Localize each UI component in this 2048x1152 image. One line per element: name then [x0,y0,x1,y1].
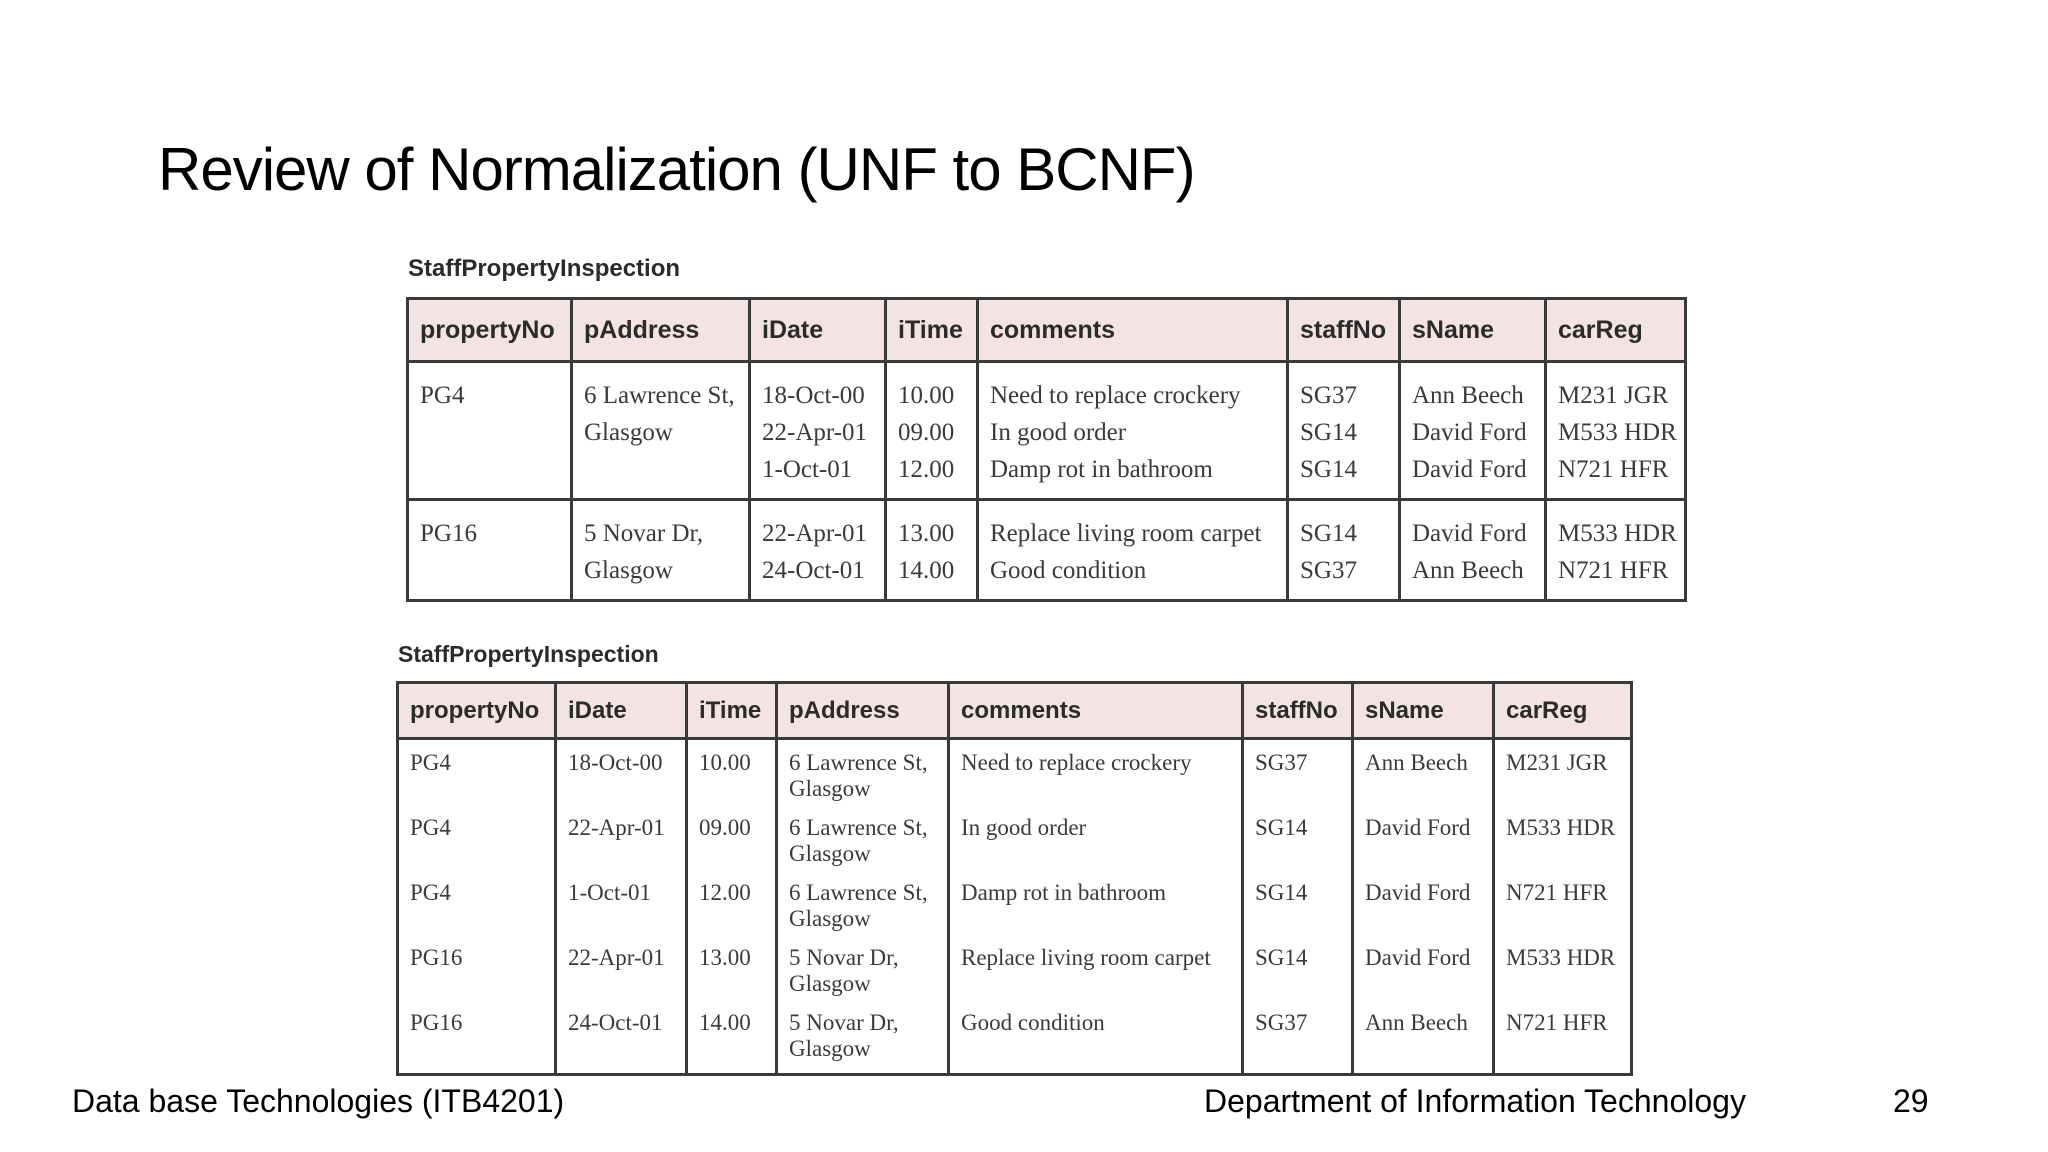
nf1-cell: David Ford [1353,805,1494,870]
nf1-cell: SG14 [1243,870,1353,935]
unf-cell [750,362,886,500]
nf1-cell: PG16 [398,1000,556,1075]
nf1-cell: M533 HDR [1494,805,1632,870]
unf-header-cell: sName [1400,299,1546,362]
unf-cell [1546,500,1686,601]
nf1-cell: 22-Apr-01 [556,935,687,1000]
nf1-cell: PG4 [398,870,556,935]
nf1-cell: 13.00 [687,935,777,1000]
nf1-cell: Good condition [949,1000,1243,1075]
unf-cell [408,362,572,500]
unf-group-row [408,362,1686,500]
unf-cell [750,500,886,601]
nf1-header-cell: iDate [556,683,687,739]
nf1-cell: 5 Novar Dr, Glasgow [777,1000,949,1075]
nf1-cell: PG16 [398,935,556,1000]
nf1-header-cell: comments [949,683,1243,739]
nf1-cell: David Ford [1353,935,1494,1000]
nf1-row [398,935,1632,1000]
cell-line: Ann Beech [1412,557,1524,584]
nf1-header-cell: staffNo [1243,683,1353,739]
unf-cell [886,362,978,500]
nf1-cell: SG14 [1243,935,1353,1000]
cell-line: PG16 [420,520,477,547]
cell-line: 22-Apr-01 [762,520,868,547]
cell-line: Replace living room carpet [990,520,1262,547]
unf-cell [572,362,750,500]
nf1-cell: 14.00 [687,1000,777,1075]
cell-line: Glasgow [584,419,673,446]
nf1-header-cell: propertyNo [398,683,556,739]
nf1-cell: SG37 [1243,739,1353,806]
cell-line: SG14 [1300,419,1357,446]
cell-line: 6 Lawrence St, [584,382,735,409]
unf-table-caption: StaffPropertyInspection [408,255,681,282]
unf-header-cell: pAddress [572,299,750,362]
cell-line: David Ford [1412,419,1527,446]
nf1-cell: 24-Oct-01 [556,1000,687,1075]
nf1-cell: 6 Lawrence St, Glasgow [777,870,949,935]
cell-line: In good order [990,419,1127,446]
unf-cell [408,500,572,601]
unf-header-cell: iDate [750,299,886,362]
cell-line: SG14 [1300,456,1357,483]
cell-line: SG37 [1300,382,1357,409]
nf1-header-cell: carReg [1494,683,1632,739]
unf-cell [1400,500,1546,601]
slide-title: Review of Normalization (UNF to BCNF) [158,136,1195,203]
nf1-cell: Ann Beech [1353,739,1494,806]
cell-line: 12.00 [898,456,955,483]
nf1-cell: 09.00 [687,805,777,870]
nf1-header-cell: pAddress [777,683,949,739]
nf1-cell: Replace living room carpet [949,935,1243,1000]
nf1-cell: PG4 [398,805,556,870]
nf1-cell: SG14 [1243,805,1353,870]
nf1-cell: 6 Lawrence St, Glasgow [777,805,949,870]
nf1-cell: 5 Novar Dr, Glasgow [777,935,949,1000]
cell-line: Need to replace crockery [990,382,1241,409]
nf1-row [398,870,1632,935]
cell-line: PG4 [420,382,465,409]
unf-cell [978,500,1288,601]
nf1-cell: SG37 [1243,1000,1353,1075]
unf-cell [1288,500,1400,601]
cell-line: David Ford [1412,456,1527,483]
unf-group-row [408,500,1686,601]
cell-line: David Ford [1412,520,1527,547]
cell-line: 24-Oct-01 [762,557,865,584]
unf-header-cell: carReg [1546,299,1686,362]
footer-course-name: Data base Technologies (ITB4201) [72,1083,565,1119]
unf-table [406,297,1687,602]
nf1-cell: 22-Apr-01 [556,805,687,870]
nf1-header-row [398,683,1632,739]
nf1-cell: N721 HFR [1494,1000,1632,1075]
nf1-cell: 12.00 [687,870,777,935]
nf1-cell: PG4 [398,739,556,806]
cell-line: 14.00 [898,557,955,584]
nf1-cell: 1-Oct-01 [556,870,687,935]
unf-header-cell: staffNo [1288,299,1400,362]
cell-line: N721 HFR [1558,557,1669,584]
nf1-cell: Need to replace crockery [949,739,1243,806]
nf1-cell: David Ford [1353,870,1494,935]
cell-line: 13.00 [898,520,955,547]
unf-cell [1288,362,1400,500]
cell-line: 5 Novar Dr, [584,520,704,547]
unf-header-cell: iTime [886,299,978,362]
cell-line: 18-Oct-00 [762,382,865,409]
cell-line: M533 HDR [1558,419,1677,446]
cell-line: Good condition [990,557,1147,584]
unf-cell [978,362,1288,500]
nf1-cell: Damp rot in bathroom [949,870,1243,935]
cell-line: Damp rot in bathroom [990,456,1213,483]
cell-line: Glasgow [584,557,673,584]
cell-line: 09.00 [898,419,955,446]
footer-department: Department of Information Technology [1204,1083,1746,1119]
cell-line: M231 JGR [1558,382,1669,409]
nf1-cell: 6 Lawrence St, Glasgow [777,739,949,806]
cell-line: SG14 [1300,520,1357,547]
unf-cell [1400,362,1546,500]
nf1-cell: In good order [949,805,1243,870]
page-number: 29 [1893,1083,1929,1119]
unf-cell [886,500,978,601]
nf1-cell: 10.00 [687,739,777,806]
unf-header-cell: propertyNo [408,299,572,362]
nf1-row [398,805,1632,870]
unf-cell [572,500,750,601]
nf1-row [398,739,1632,806]
cell-line: SG37 [1300,557,1357,584]
nf1-cell: M231 JGR [1494,739,1632,806]
unf-header-row [408,299,1686,362]
cell-line: 10.00 [898,382,955,409]
nf1-cell: 18-Oct-00 [556,739,687,806]
nf1-header-cell: iTime [687,683,777,739]
cell-line: 1-Oct-01 [762,456,853,483]
nf1-table-caption: StaffPropertyInspection [398,641,659,667]
nf1-row [398,1000,1632,1075]
nf1-cell: M533 HDR [1494,935,1632,1000]
cell-line: N721 HFR [1558,456,1669,483]
nf1-cell: Ann Beech [1353,1000,1494,1075]
nf1-cell: N721 HFR [1494,870,1632,935]
nf1-table [396,681,1633,1076]
nf1-header-cell: sName [1353,683,1494,739]
unf-header-cell: comments [978,299,1288,362]
unf-cell [1546,362,1686,500]
cell-line: 22-Apr-01 [762,419,868,446]
cell-line: M533 HDR [1558,520,1677,547]
cell-line: Ann Beech [1412,382,1524,409]
